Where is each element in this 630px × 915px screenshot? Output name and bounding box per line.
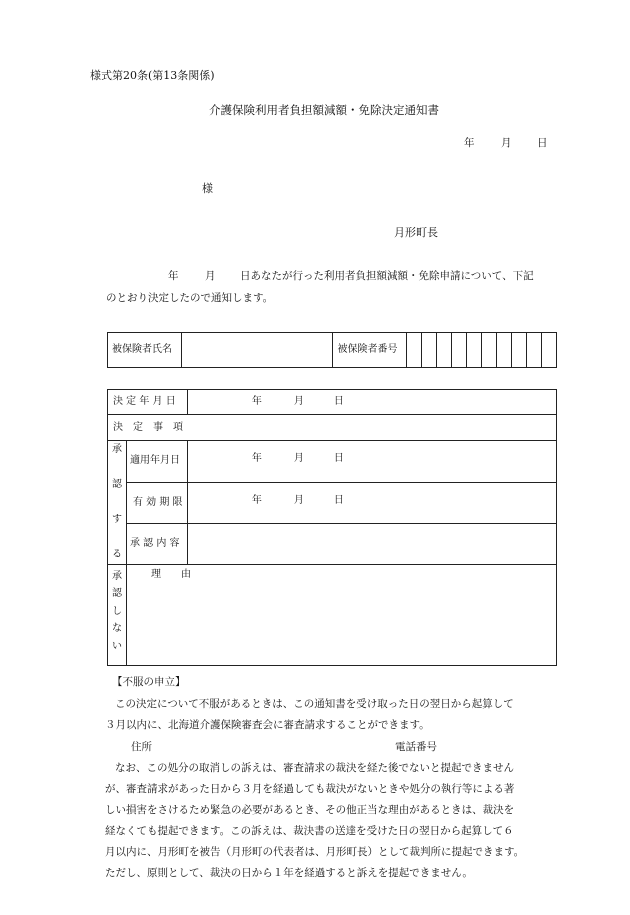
approve-char: 認 [111,479,122,490]
reject-char: し [111,605,122,617]
objection-heading: 【不服の申立】 [112,676,186,688]
intro-year: 年 [168,270,179,282]
apply-date-field[interactable] [187,441,556,483]
issue-date-year: 年 [464,137,475,149]
approve-char: る [111,549,122,560]
approve-group-label [108,441,127,565]
objection-p1-line2: ３月以内に、北海道介護保険審査会に審査請求することができます。 [105,719,430,731]
approve-char: 承 [111,444,122,455]
insured-name-field[interactable] [182,333,333,368]
document-title: 介護保険利用者負担額減額・免除決定通知書 [209,103,439,117]
insured-number-digit[interactable] [466,333,481,368]
reject-char: 認 [111,588,122,599]
objection-p2-line: しい損害をさけるため緊急の必要があるとき、その他正当な理由があるときは、裁決を [105,804,515,816]
decision-date-day: 日 [333,396,344,407]
intro-month: 月 [205,270,216,282]
insured-number-digit[interactable] [451,333,466,368]
apply-date-year: 年 [251,453,262,464]
apply-date-label: 適用年月日 [126,441,187,483]
objection-p2-line: なお、この処分の取消しの訴えは、審査請求の裁決を経た後でないと提起できません [115,762,514,774]
objection-p2-line: ただし、原則として、裁決の日から１年を経過すると訴えを提起できません。 [105,867,473,879]
reject-char: 承 [111,570,122,582]
phone-label: 電話番号 [395,741,437,753]
insured-number-digit[interactable] [481,333,496,368]
valid-period-year: 年 [251,494,262,506]
decision-date-label: 決 定 年 月 日 [108,390,188,415]
objection-p2-line: が、審査請求があった日から３月を経過しても裁決がないときや処分の執行等による著 [105,783,515,795]
reason-label: 理 由 [150,568,191,580]
insured-number-digit[interactable] [511,333,526,368]
objection-p1-line1: この決定について不服があるときは、この通知書を受け取った日の翌日から起算して [115,698,514,710]
valid-period-day: 日 [333,494,344,506]
valid-period-field[interactable] [187,482,556,523]
valid-period-month: 月 [293,494,304,506]
insured-number-digit[interactable] [436,333,451,368]
approval-content-label: 承 認 内 容 [126,523,187,564]
insured-number-digit[interactable] [496,333,511,368]
insured-number-digit[interactable] [526,333,541,368]
reject-char: い [111,640,122,652]
reject-char: な [111,623,122,634]
issuer: 月形町長 [394,226,438,239]
insured-name-label: 被保険者氏名 [108,333,182,368]
issue-date-month: 月 [501,137,512,149]
insured-number-digit[interactable] [541,333,556,368]
address-label: 住所 [131,741,152,753]
insured-number-digit[interactable] [421,333,436,368]
objection-paragraph-2 [105,758,580,884]
insured-number-label: 被保険者番号 [333,333,406,368]
apply-date-day: 日 [333,453,344,464]
approve-char: す [111,514,122,525]
form-label: 様式第20条(第13条関係) [90,69,215,82]
valid-period-label: 有 効 期 限 [126,482,187,523]
insured-person-table [107,332,557,368]
objection-paragraph-1 [105,694,580,736]
decision-matter-label: 決 定 事 項 [108,415,557,441]
decision-table [107,389,557,666]
intro-line1: 日あなたが行った利用者負担額減額・免除申請について、下記 [240,270,534,282]
objection-p2-line: 経なくても提起できます。この訴えは、裁決書の送達を受けた日の翌日から起算して６ [105,825,514,837]
approval-content-field[interactable] [187,523,556,564]
intro-line2: のとおり決定したので通知します。 [106,292,274,304]
decision-date-field[interactable] [187,390,556,415]
objection-p2-line: 月以内に、月形町を被告（月形町の代表者は、月形町長）として裁判所に提起できます。 [105,846,525,858]
insured-number-digit[interactable] [406,333,421,368]
decision-date-year: 年 [251,396,262,407]
addressee-suffix: 様 [202,182,213,195]
decision-date-month: 月 [293,396,304,407]
apply-date-month: 月 [293,453,304,464]
reject-group-label [108,564,127,665]
issue-date-day: 日 [537,137,548,149]
reason-field[interactable] [126,564,556,665]
